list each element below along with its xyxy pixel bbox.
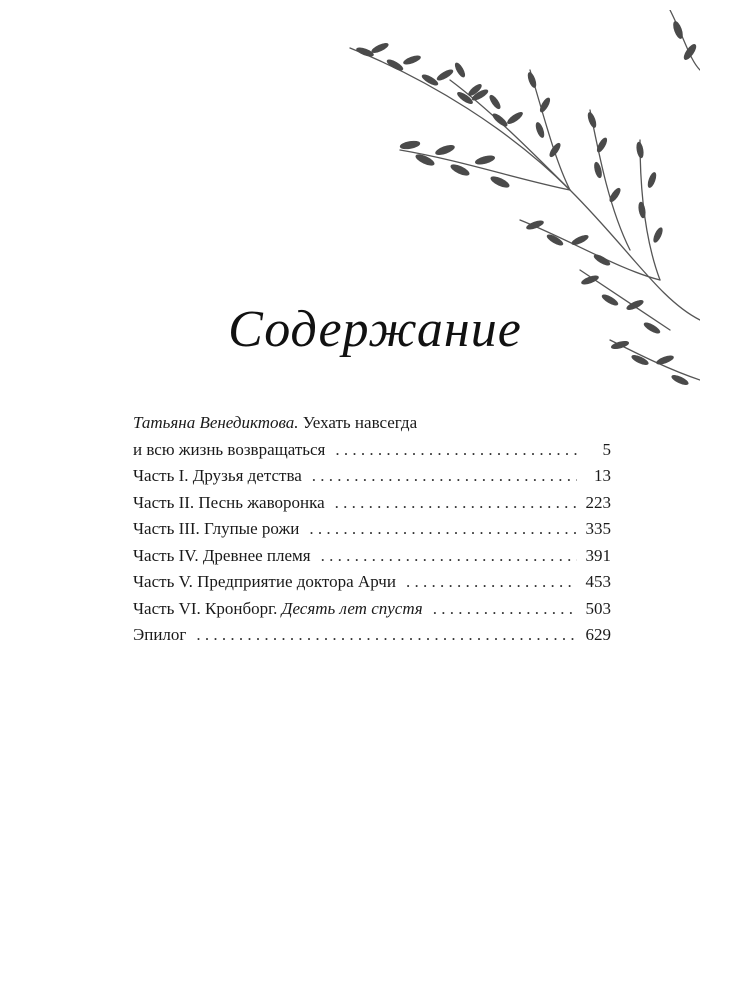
toc-page-number: 503 <box>585 598 611 618</box>
toc-entry[interactable] <box>133 543 611 570</box>
toc-intro-title-part1: Уехать навсегда <box>302 413 418 432</box>
toc-page-number: 5 <box>602 439 611 459</box>
toc-page-number: 453 <box>585 572 611 591</box>
toc-intro-author: Татьяна Венедиктова. <box>133 413 299 432</box>
toc-entry-label <box>133 622 186 649</box>
toc-intro-line-1 <box>133 410 611 437</box>
toc-entry-title: Часть I. Друзья детства <box>133 466 302 485</box>
toc-page-number: 223 <box>585 492 611 512</box>
toc-entry[interactable] <box>133 569 611 596</box>
toc-entry[interactable] <box>133 596 611 623</box>
toc-page-number: 391 <box>585 545 611 565</box>
toc-entries <box>133 463 611 649</box>
toc-page-number: 13 <box>594 466 611 485</box>
toc-entry-title: Часть VI. Кронборг. <box>133 598 278 618</box>
toc-leader-dots <box>312 463 577 490</box>
toc-entry-title: Эпилог <box>133 625 187 644</box>
toc-entry[interactable] <box>133 437 611 464</box>
toc-leader-dots <box>406 569 577 596</box>
toc-entry-title: Часть V. Предприятие доктора Арчи <box>133 572 396 591</box>
toc-page-number: 335 <box>585 519 611 538</box>
toc-leader-dots <box>321 543 577 570</box>
toc-leader-dots <box>335 490 577 517</box>
toc-page-number: 629 <box>585 625 611 644</box>
toc-entry-title: Часть IV. Древнее племя <box>133 545 311 565</box>
toc-leader-dots <box>335 437 577 464</box>
toc-leader-dots <box>433 596 577 623</box>
toc-entry[interactable] <box>133 463 611 490</box>
toc-entry-label <box>133 463 302 490</box>
toc-entry-label <box>133 569 396 596</box>
table-of-contents <box>133 410 611 649</box>
toc-entry-label: и всю жизнь возвращаться <box>133 439 326 459</box>
toc-entry-label <box>133 516 299 543</box>
toc-entry-label <box>133 490 325 517</box>
toc-intro-heading <box>133 410 417 437</box>
toc-leader-dots <box>196 622 577 649</box>
toc-entry-subtitle: Десять лет спустя <box>281 598 423 618</box>
toc-entry[interactable] <box>133 622 611 649</box>
page-title: Содержание <box>228 301 522 358</box>
toc-entry-title: Часть II. Песнь жаворонка <box>133 492 325 512</box>
toc-entry[interactable] <box>133 516 611 543</box>
toc-entry-title: Часть III. Глупые рожи <box>133 519 300 538</box>
toc-leader-dots <box>309 516 577 543</box>
toc-entry-label <box>133 543 311 570</box>
toc-entry[interactable] <box>133 490 611 517</box>
toc-entry-label <box>133 596 423 623</box>
